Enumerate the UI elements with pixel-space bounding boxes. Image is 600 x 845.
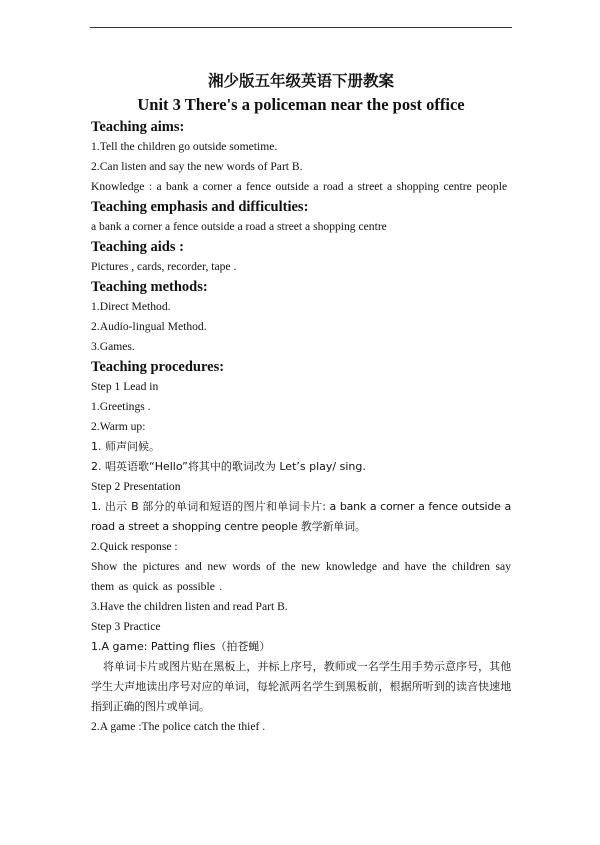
step-3-game-2: 2.A game :The police catch the thief . (91, 720, 266, 733)
aims-line-2: 2.Can listen and say the new words of Part B. (91, 160, 303, 173)
header-rule (90, 27, 512, 28)
step-2-item-3: 3.Have the children listen and read Part B. (91, 600, 288, 613)
step-2-quick-response: 2.Quick response : (91, 540, 178, 553)
aids-line-1: Pictures , cards, recorder, tape . (91, 260, 237, 273)
step-1-item-1: 1. 师声问候。 (91, 440, 160, 453)
document-page (91, 70, 511, 737)
heading-teaching-methods: Teaching methods: (91, 279, 208, 295)
emphasis-line-1: a bank a corner a fence outside a road a street a shopping centre (91, 220, 387, 233)
heading-teaching-emphasis: Teaching emphasis and difficulties: (91, 199, 309, 215)
document-title-chinese: 湘少版五年级英语下册教案 (207, 72, 394, 90)
methods-line-2: 2.Audio-lingual Method. (91, 320, 207, 333)
step-3-game-1: 1.A game: Patting flies（拍苍蝇） (91, 640, 271, 653)
step-2-item-1: 1. 出示 B 部分的单词和短语的图片和单词卡片: a bank a corner a fence outside a road a street a shopping centre people 教学新单词。 (91, 500, 511, 533)
step-3-game-1-description: 将单词卡片或图片贴在黑板上，并标上序号，教师或一名学生用手势示意序号，其他学生大声地读出序号对应的单词，每轮派两名学生到黑板前，根据所听到的读音快速地指到正确的图片或单词。 (91, 660, 511, 713)
methods-line-1: 1.Direct Method. (91, 300, 171, 313)
heading-teaching-aids: Teaching aids : (91, 239, 184, 255)
step-1-greetings: 1.Greetings . (91, 400, 151, 413)
step-1-heading: Step 1 Lead in (91, 380, 159, 393)
document-title-english: Unit 3 There's a policeman near the post office (137, 95, 465, 114)
heading-teaching-aims: Teaching aims: (91, 119, 185, 135)
aims-line-1: 1.Tell the children go outside sometime. (91, 140, 278, 153)
step-1-item-2: 2. 唱英语歌“Hello”将其中的歌词改为 Let’s play/ sing. (91, 460, 366, 473)
step-3-heading: Step 3 Practice (91, 620, 161, 633)
methods-line-3: 3.Games. (91, 340, 135, 353)
heading-teaching-procedures: Teaching procedures: (91, 359, 225, 375)
step-2-quick-response-text: Show the pictures and new words of the new knowledge and have the children say them as quick as possible . (91, 560, 511, 593)
step-1-warm-up: 2.Warm up: (91, 420, 146, 433)
aims-knowledge: Knowledge : a bank a corner a fence outside a road a street a shopping centre people (91, 180, 508, 193)
step-2-heading: Step 2 Presentation (91, 480, 181, 493)
